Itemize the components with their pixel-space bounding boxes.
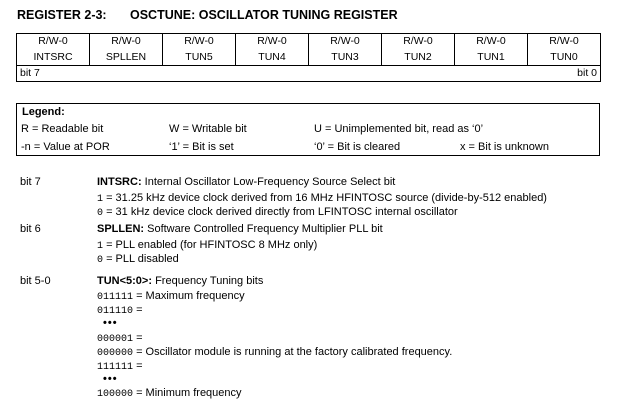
tun-ellipsis: •••	[103, 317, 118, 329]
register-bit-table	[16, 33, 601, 82]
bit6-heading	[97, 223, 383, 235]
bit6-value0	[97, 253, 179, 266]
bit6-desc: Software Controlled Frequency Multiplier PLL bit	[144, 223, 383, 235]
bit7-name: INTSRC:	[97, 176, 142, 188]
legend-por: -n = Value at POR	[21, 141, 110, 153]
bit7-heading	[97, 176, 395, 188]
bit7-t0: = 31 kHz device clock derived directly from LFINTOSC internal oscillator	[103, 206, 458, 218]
bit-name-cell: TUN4	[236, 49, 309, 66]
bit-name-cell: TUN1	[455, 49, 528, 66]
bit50-label: bit 5-0	[20, 275, 51, 287]
bit6-v1: 1	[97, 241, 104, 252]
access-cell: R/W-0	[309, 34, 382, 50]
bit6-value1	[97, 239, 317, 252]
bit-position-row	[17, 66, 601, 82]
access-row	[17, 34, 601, 50]
register-number: REGISTER 2-3:	[17, 8, 107, 22]
tun-row	[97, 290, 245, 303]
tun-code: 011111	[97, 292, 134, 303]
bit6-t1: = PLL enabled (for HFINTOSC 8 MHz only)	[103, 239, 318, 251]
access-cell: R/W-0	[17, 34, 90, 50]
tun-text: =	[133, 332, 143, 344]
tun-code: 100000	[97, 389, 134, 400]
legend-title: Legend:	[22, 106, 65, 118]
tun-code: 111111	[97, 362, 134, 373]
legend-box	[16, 103, 600, 156]
legend-set: ‘1’ = Bit is set	[169, 141, 234, 153]
bit-position-cell	[17, 66, 601, 82]
tun-row	[103, 317, 118, 329]
access-cell: R/W-0	[236, 34, 309, 50]
bit-name-cell: INTSRC	[17, 49, 90, 66]
legend-unimplemented: U = Unimplemented bit, read as ‘0’	[314, 123, 484, 135]
tun-text: = Oscillator module is running at the factory calibrated frequency.	[133, 346, 453, 358]
bit6-v0: 0	[97, 255, 104, 266]
access-cell: R/W-0	[90, 34, 163, 50]
access-cell: R/W-0	[528, 34, 601, 50]
tun-text: = Minimum frequency	[133, 387, 242, 399]
bit-name-cell: TUN5	[163, 49, 236, 66]
legend-writable: W = Writable bit	[169, 123, 247, 135]
bit6-label: bit 6	[20, 223, 41, 235]
tun-row	[97, 304, 143, 317]
register-title	[17, 8, 398, 22]
access-cell: R/W-0	[382, 34, 455, 50]
register-name: OSCTUNE: OSCILLATOR TUNING REGISTER	[130, 8, 398, 22]
tun-row	[103, 373, 118, 385]
tun-code: 000001	[97, 334, 134, 345]
tun-row	[97, 360, 143, 373]
tun-text: =	[133, 304, 143, 316]
bit7-label: bit 7	[20, 176, 41, 188]
bit-name-row	[17, 49, 601, 66]
bit-name-cell: TUN2	[382, 49, 455, 66]
bit7-value1	[97, 192, 547, 205]
bit7-v0: 0	[97, 208, 104, 219]
legend-unknown: x = Bit is unknown	[460, 141, 549, 153]
tun-text: = Maximum frequency	[133, 290, 245, 302]
bit-name-cell: TUN0	[528, 49, 601, 66]
bit7-t1: = 31.25 kHz device clock derived from 16 MHz HFINTOSC source (divide-by-512 enabled)	[103, 192, 547, 204]
bit50-name: TUN<5:0>:	[97, 275, 153, 287]
legend-readable: R = Readable bit	[21, 123, 104, 135]
bit6-name: SPLLEN:	[97, 223, 145, 235]
bit7-v1: 1	[97, 194, 104, 205]
tun-row	[97, 387, 242, 400]
bit50-desc: Frequency Tuning bits	[152, 275, 264, 287]
tun-ellipsis: •••	[103, 373, 118, 385]
tun-text: =	[133, 360, 143, 372]
bit7-value0	[97, 206, 458, 219]
access-cell: R/W-0	[455, 34, 528, 50]
bit-name-cell: TUN3	[309, 49, 382, 66]
bit50-heading	[97, 275, 263, 287]
access-cell: R/W-0	[163, 34, 236, 50]
tun-row	[97, 346, 452, 359]
tun-row	[97, 332, 143, 345]
tun-code: 011110	[97, 306, 134, 317]
bit-name-cell: SPLLEN	[90, 49, 163, 66]
msb-label: bit 7	[20, 67, 40, 79]
tun-code: 000000	[97, 348, 134, 359]
lsb-label: bit 0	[577, 67, 597, 79]
bit6-t0: = PLL disabled	[103, 253, 179, 265]
legend-cleared: ‘0’ = Bit is cleared	[314, 141, 401, 153]
bit7-desc: Internal Oscillator Low-Frequency Source Select bit	[141, 176, 396, 188]
